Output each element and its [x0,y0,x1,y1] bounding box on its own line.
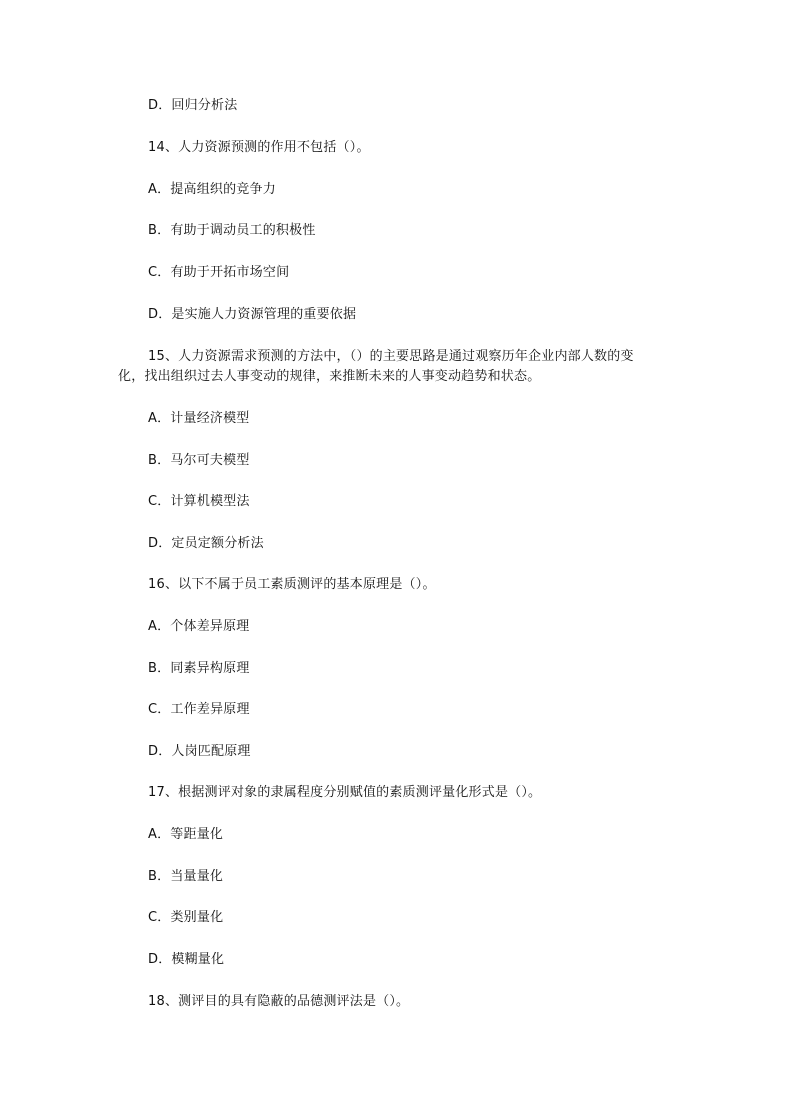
question-18: 18、测评目的具有隐蔽的品德测评法是（）。 [148,994,410,1009]
option-d-q14: D．是实施人力资源管理的重要依据 [148,307,357,322]
question-15-line-2: 化，找出组织过去人事变动的规律，来推断未来的人事变动趋势和状态。 [118,369,541,384]
option-c-q14: C．有助于开拓市场空间 [148,265,290,280]
option-c-q15: C．计算机模型法 [148,494,250,509]
option-b-q17: B．当量量化 [148,869,224,884]
option-d-q15: D．定员定额分析法 [148,536,264,551]
option-b-q15: B．马尔可夫模型 [148,453,250,468]
question-17: 17、根据测评对象的隶属程度分别赋值的素质测评量化形式是（）。 [148,785,542,800]
option-b-q16: B．同素异构原理 [148,661,250,676]
question-16: 16、以下不属于员工素质测评的基本原理是（）。 [148,577,436,592]
option-a-q15: A．计量经济模型 [148,411,250,426]
option-b-q14: B．有助于调动员工的积极性 [148,223,316,238]
option-c-q16: C．工作差异原理 [148,702,250,717]
option-c-q17: C．类别量化 [148,910,224,925]
option-a-q14: A．提高组织的竞争力 [148,182,276,197]
option-d-q16: D．人岗匹配原理 [148,744,251,759]
question-14: 14、人力资源预测的作用不包括（）。 [148,140,370,155]
option-a-q17: A．等距量化 [148,827,224,842]
question-15-line-1: 15、人力资源需求预测的方法中，（）的主要思路是通过观察历年企业内部人数的变 [148,349,634,364]
option-d-q17: D．模糊量化 [148,952,225,967]
option-a-q16: A．个体差异原理 [148,619,250,634]
option-d-q13: D．回归分析法 [148,98,238,113]
